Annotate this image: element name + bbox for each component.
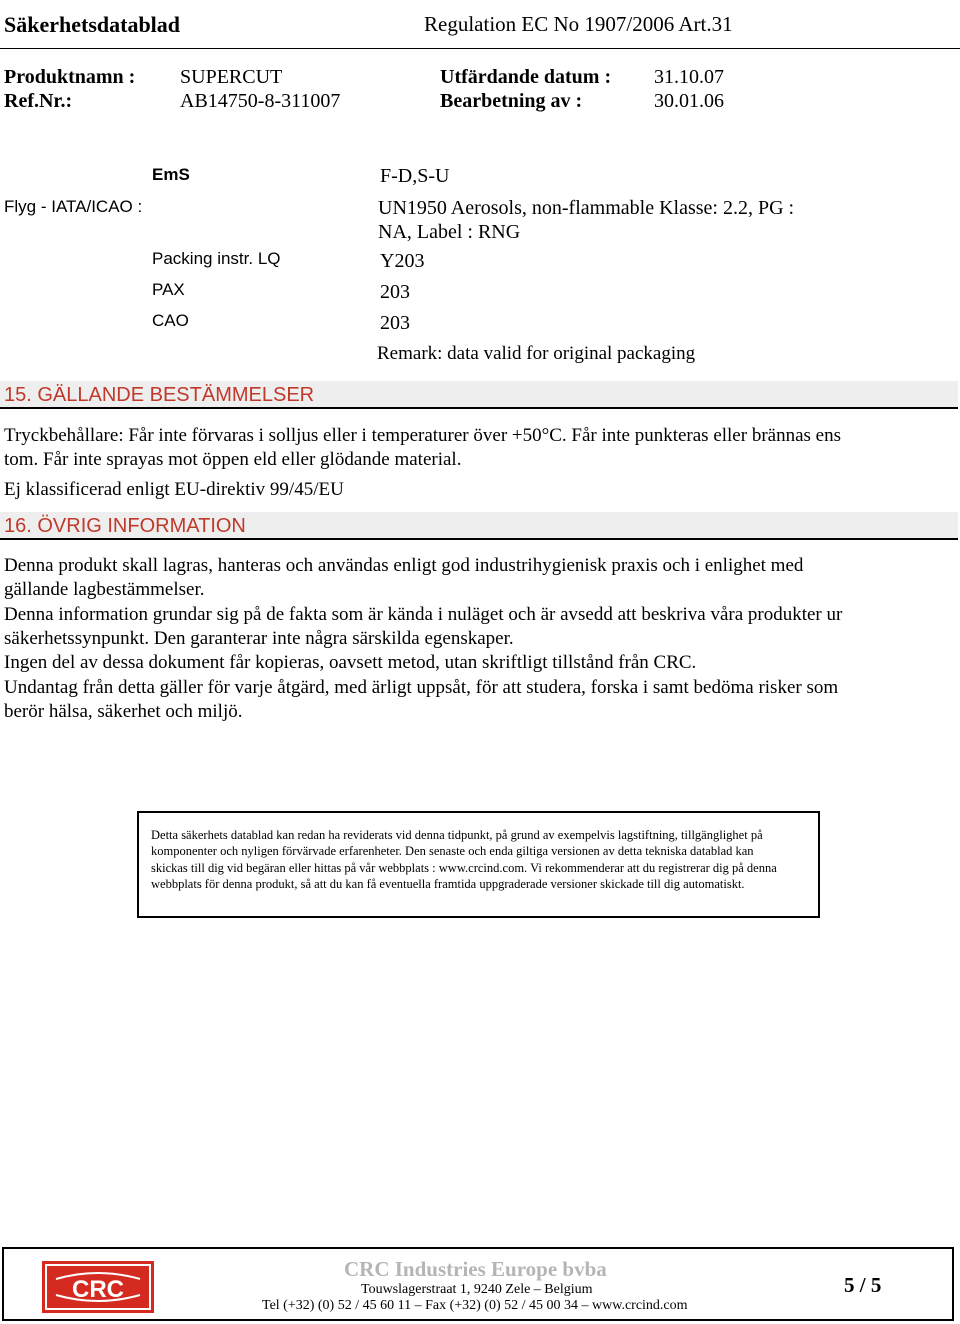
header-divider	[0, 48, 960, 49]
pax-value: 203	[380, 281, 410, 303]
product-name-label: Produktnamn :	[4, 66, 136, 88]
section-16-paragraph-1: Denna produkt skall lagras, hanteras och användas enligt god industrihygienisk praxis och i enlighet med gällande lagbestämmelser.	[4, 555, 804, 600]
company-name: CRC Industries Europe bvba	[344, 1257, 607, 1281]
air-transport-label: Flyg - IATA/ICAO :	[4, 197, 143, 216]
ref-number-label: Ref.Nr.:	[4, 90, 73, 112]
packing-instr-value: Y203	[380, 250, 425, 272]
crc-logo-text: CRC	[72, 1276, 124, 1303]
document-title: Säkerhetsdatablad	[4, 12, 181, 37]
transport-remark: Remark: data valid for original packaging	[377, 343, 696, 364]
packing-instr-label: Packing instr. LQ	[152, 249, 281, 268]
regulation-reference: Regulation EC No 1907/2006 Art.31	[424, 12, 733, 36]
crc-logo	[42, 1261, 154, 1313]
company-contact: Tel (+32) (0) 52 / 45 60 11 – Fax (+32) (0) 52 / 45 00 34 – www.crcind.com	[262, 1298, 688, 1313]
section-16-paragraph-4: Undantag från detta gäller för varje åtgärd, med ärligt uppsåt, för att studera, forska i samt bedöma risker som berör hälsa, säkerhet och miljö.	[4, 677, 839, 722]
ems-label: EmS	[152, 165, 190, 184]
company-address: Touwslagerstraat 1, 9240 Zele – Belgium	[361, 1282, 593, 1297]
product-name-value: SUPERCUT	[180, 66, 283, 88]
air-transport-value-line2: NA, Label : RNG	[378, 221, 521, 243]
cao-label: CAO	[152, 311, 189, 330]
revision-notice-box	[137, 811, 820, 918]
cao-value: 203	[380, 312, 410, 334]
section-16-paragraph-2: Denna information grundar sig på de fakta som är kända i nuläget och är avsedd att beskriva våra produkter ur säkerhetssynpunkt. Den garanterar inte några särskilda egenskaper.	[4, 604, 843, 649]
revised-by-label: Bearbetning av :	[440, 90, 583, 112]
section-16-paragraph-3: Ingen del av dessa dokument får kopieras, oavsett metod, utan skriftligt tillstånd från CRC.	[4, 652, 697, 673]
pax-label: PAX	[152, 280, 185, 299]
ems-value: F-D,S-U	[380, 165, 450, 187]
issued-date-label: Utfärdande datum :	[440, 66, 612, 88]
section-15-paragraph-2: Ej klassificerad enligt EU-direktiv 99/45/EU	[4, 479, 344, 500]
revised-by-value: 30.01.06	[654, 90, 724, 112]
crc-logo-graphic	[42, 1261, 154, 1313]
page-number: 5 / 5	[844, 1273, 882, 1297]
air-transport-value-line1: UN1950 Aerosols, non-flammable Klasse: 2.2, PG :	[378, 197, 795, 219]
section-16-title: 16. ÖVRIG INFORMATION	[4, 515, 246, 537]
page-footer	[2, 1247, 954, 1321]
section-15-paragraph-1: Tryckbehållare: Får inte förvaras i solljus eller i temperaturer över +50°C. Får inte punkteras eller brännas ens tom. Får inte sprayas mot öppen eld eller glödande material.	[4, 425, 841, 470]
revision-notice-text: Detta säkerhets datablad kan redan ha reviderats vid denna tidpunkt, på grund av exempelvis lagstiftning, tillgänglighet på komponenter och nyligen förvärvade erfarenheter. Den senaste och enda giltiga versionen av detta tekniska datablad kan skickas till dig vid begäran eller hittas på vår webbplats : www.crcind.com. Vi rekommenderar att du registrerar dig på denna webbplats för denna produkt, så att du kan få eventuella framtida uppgraderade versioner skickade till dig automatiskt.	[151, 828, 777, 891]
ref-number-value: AB14750-8-311007	[180, 90, 341, 112]
section-15-title: 15. GÄLLANDE BESTÄMMELSER	[4, 384, 315, 406]
issued-date-value: 31.10.07	[654, 66, 724, 88]
